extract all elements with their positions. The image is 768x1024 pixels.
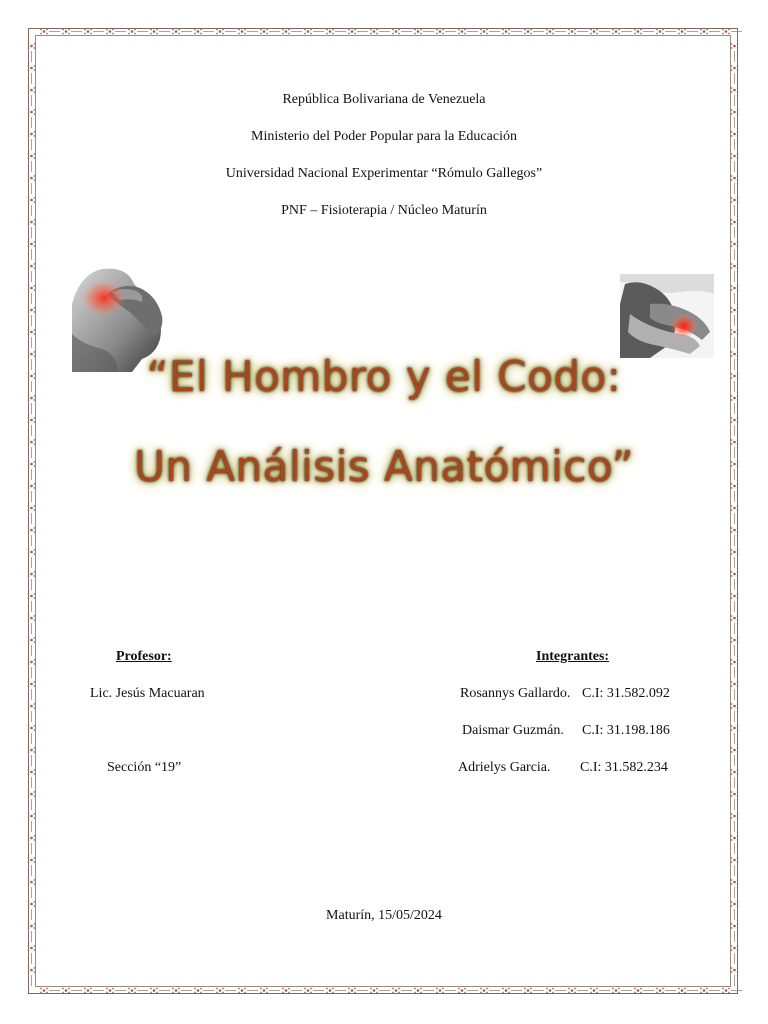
border-ornament	[28, 153, 36, 159]
border-ornament	[414, 29, 422, 35]
border-ornament	[731, 879, 739, 885]
border-ornament	[28, 879, 36, 885]
border-ornament	[546, 29, 554, 35]
section-label: Sección “19”	[107, 760, 182, 775]
border-ornament	[62, 988, 70, 994]
border-ornament	[28, 241, 36, 247]
border-ornament	[28, 571, 36, 577]
border-ornament	[28, 549, 36, 555]
border-ornament	[458, 29, 466, 35]
members-label: Integrantes:	[536, 649, 610, 664]
border-ornament	[731, 659, 739, 665]
border-ornament	[731, 65, 739, 71]
member-ci: C.I: 31.582.092	[582, 686, 670, 701]
document-title-line2: Un Análisis Anatómico”	[134, 442, 634, 491]
border-ornament	[40, 988, 48, 994]
border-ornament	[678, 988, 686, 994]
border-ornament	[546, 988, 554, 994]
member-name: Daismar Guzmán.	[462, 723, 564, 738]
border-ornament	[304, 29, 312, 35]
border-ornament	[370, 29, 378, 35]
border-ornament	[28, 219, 36, 225]
border-ornament	[414, 988, 422, 994]
border-ornament	[40, 29, 48, 35]
border-ornament	[392, 29, 400, 35]
border-ornament	[524, 29, 532, 35]
border-ornament	[28, 109, 36, 115]
border-ornament	[194, 988, 202, 994]
border-ornament	[590, 29, 598, 35]
border-ornament	[62, 29, 70, 35]
border-ornament	[28, 967, 36, 973]
border-ornament	[731, 615, 739, 621]
border-ornament	[28, 285, 36, 291]
border-ornament	[568, 29, 576, 35]
header-ministry: Ministerio del Poder Popular para la Educación	[251, 129, 517, 144]
border-ornament	[28, 307, 36, 313]
border-ornament	[348, 988, 356, 994]
border-ornament	[568, 988, 576, 994]
border-ornament	[722, 988, 730, 994]
border-ornament	[731, 241, 739, 247]
border-ornament	[700, 988, 708, 994]
border-ornament	[150, 988, 158, 994]
border-ornament	[326, 988, 334, 994]
border-ornament	[28, 945, 36, 951]
member-name: Adrielys Garcia.	[458, 760, 551, 775]
place-date: Maturín, 15/05/2024	[326, 908, 442, 923]
border-ornament	[731, 813, 739, 819]
border-ornament	[28, 65, 36, 71]
border-ornament	[731, 945, 739, 951]
border-ornament	[731, 747, 739, 753]
border-ornament	[84, 988, 92, 994]
border-ornament	[84, 29, 92, 35]
border-ornament	[731, 527, 739, 533]
header-program: PNF – Fisioterapia / Núcleo Maturín	[281, 203, 487, 218]
border-ornament	[731, 43, 739, 49]
border-ornament	[128, 29, 136, 35]
border-ornament	[28, 747, 36, 753]
border-ornament	[502, 988, 510, 994]
border-ornament	[731, 857, 739, 863]
border-ornament	[370, 988, 378, 994]
border-ornament	[260, 29, 268, 35]
border-ornament	[216, 988, 224, 994]
elbow-pain-photo	[620, 274, 714, 358]
member-ci: C.I: 31.198.186	[582, 723, 670, 738]
border-ornament	[731, 769, 739, 775]
border-ornament	[731, 549, 739, 555]
border-ornament	[731, 571, 739, 577]
border-ornament	[216, 29, 224, 35]
border-ornament	[28, 725, 36, 731]
border-ornament	[590, 988, 598, 994]
border-ornament	[282, 988, 290, 994]
border-ornament	[731, 329, 739, 335]
border-ornament	[656, 29, 664, 35]
member-ci: C.I: 31.582.234	[580, 760, 668, 775]
border-ornament	[28, 857, 36, 863]
border-ornament	[28, 703, 36, 709]
border-ornament	[392, 988, 400, 994]
border-ornament	[150, 29, 158, 35]
border-ornament	[28, 901, 36, 907]
border-ornament	[612, 988, 620, 994]
border-ornament	[28, 505, 36, 511]
header-university: Universidad Nacional Experimentar “Rómulo Gallegos”	[225, 166, 543, 181]
border-ornament	[731, 153, 739, 159]
border-ornament	[480, 29, 488, 35]
border-ornament	[28, 263, 36, 269]
border-ornament	[502, 29, 510, 35]
border-ornament	[731, 835, 739, 841]
border-ornament	[436, 29, 444, 35]
border-ornament	[28, 615, 36, 621]
border-ornament	[731, 109, 739, 115]
border-ornament	[28, 417, 36, 423]
border-ornament	[28, 659, 36, 665]
border-ornament	[260, 988, 268, 994]
border-ornament	[731, 263, 739, 269]
border-ornament	[731, 967, 739, 973]
border-ornament	[458, 988, 466, 994]
border-ornament	[731, 593, 739, 599]
border-ornament	[238, 988, 246, 994]
border-ornament	[524, 988, 532, 994]
border-ornament	[28, 791, 36, 797]
border-ornament	[731, 725, 739, 731]
border-ornament	[238, 29, 246, 35]
border-ornament	[700, 29, 708, 35]
border-ornament	[172, 988, 180, 994]
border-ornament	[731, 791, 739, 797]
border-ornament	[282, 29, 290, 35]
professor-label: Profesor:	[116, 649, 172, 664]
border-ornament	[731, 681, 739, 687]
border-ornament	[172, 29, 180, 35]
border-ornament	[731, 307, 739, 313]
border-ornament	[722, 29, 730, 35]
border-ornament	[28, 769, 36, 775]
border-ornament	[731, 703, 739, 709]
border-ornament	[480, 988, 488, 994]
border-ornament	[28, 329, 36, 335]
border-ornament	[731, 901, 739, 907]
border-ornament	[28, 835, 36, 841]
border-ornament	[128, 988, 136, 994]
border-ornament	[731, 417, 739, 423]
border-ornament	[612, 29, 620, 35]
border-ornament	[106, 29, 114, 35]
border-ornament	[28, 813, 36, 819]
border-ornament	[678, 29, 686, 35]
border-ornament	[731, 219, 739, 225]
border-ornament	[634, 988, 642, 994]
document-title-line1: “El Hombro y el Codo:	[146, 352, 622, 401]
border-ornament	[656, 988, 664, 994]
border-ornament	[731, 637, 739, 643]
border-ornament	[304, 988, 312, 994]
border-ornament	[106, 988, 114, 994]
border-ornament	[28, 681, 36, 687]
border-ornament	[28, 527, 36, 533]
border-ornament	[731, 285, 739, 291]
header-republic: República Bolivariana de Venezuela	[282, 92, 486, 107]
border-ornament	[28, 637, 36, 643]
border-ornament	[28, 43, 36, 49]
border-ornament	[326, 29, 334, 35]
border-ornament	[436, 988, 444, 994]
border-ornament	[731, 505, 739, 511]
border-ornament	[28, 593, 36, 599]
border-ornament	[194, 29, 202, 35]
member-name: Rosannys Gallardo.	[460, 686, 571, 701]
border-ornament	[634, 29, 642, 35]
professor-name: Lic. Jesús Macuaran	[90, 686, 205, 701]
border-ornament	[348, 29, 356, 35]
